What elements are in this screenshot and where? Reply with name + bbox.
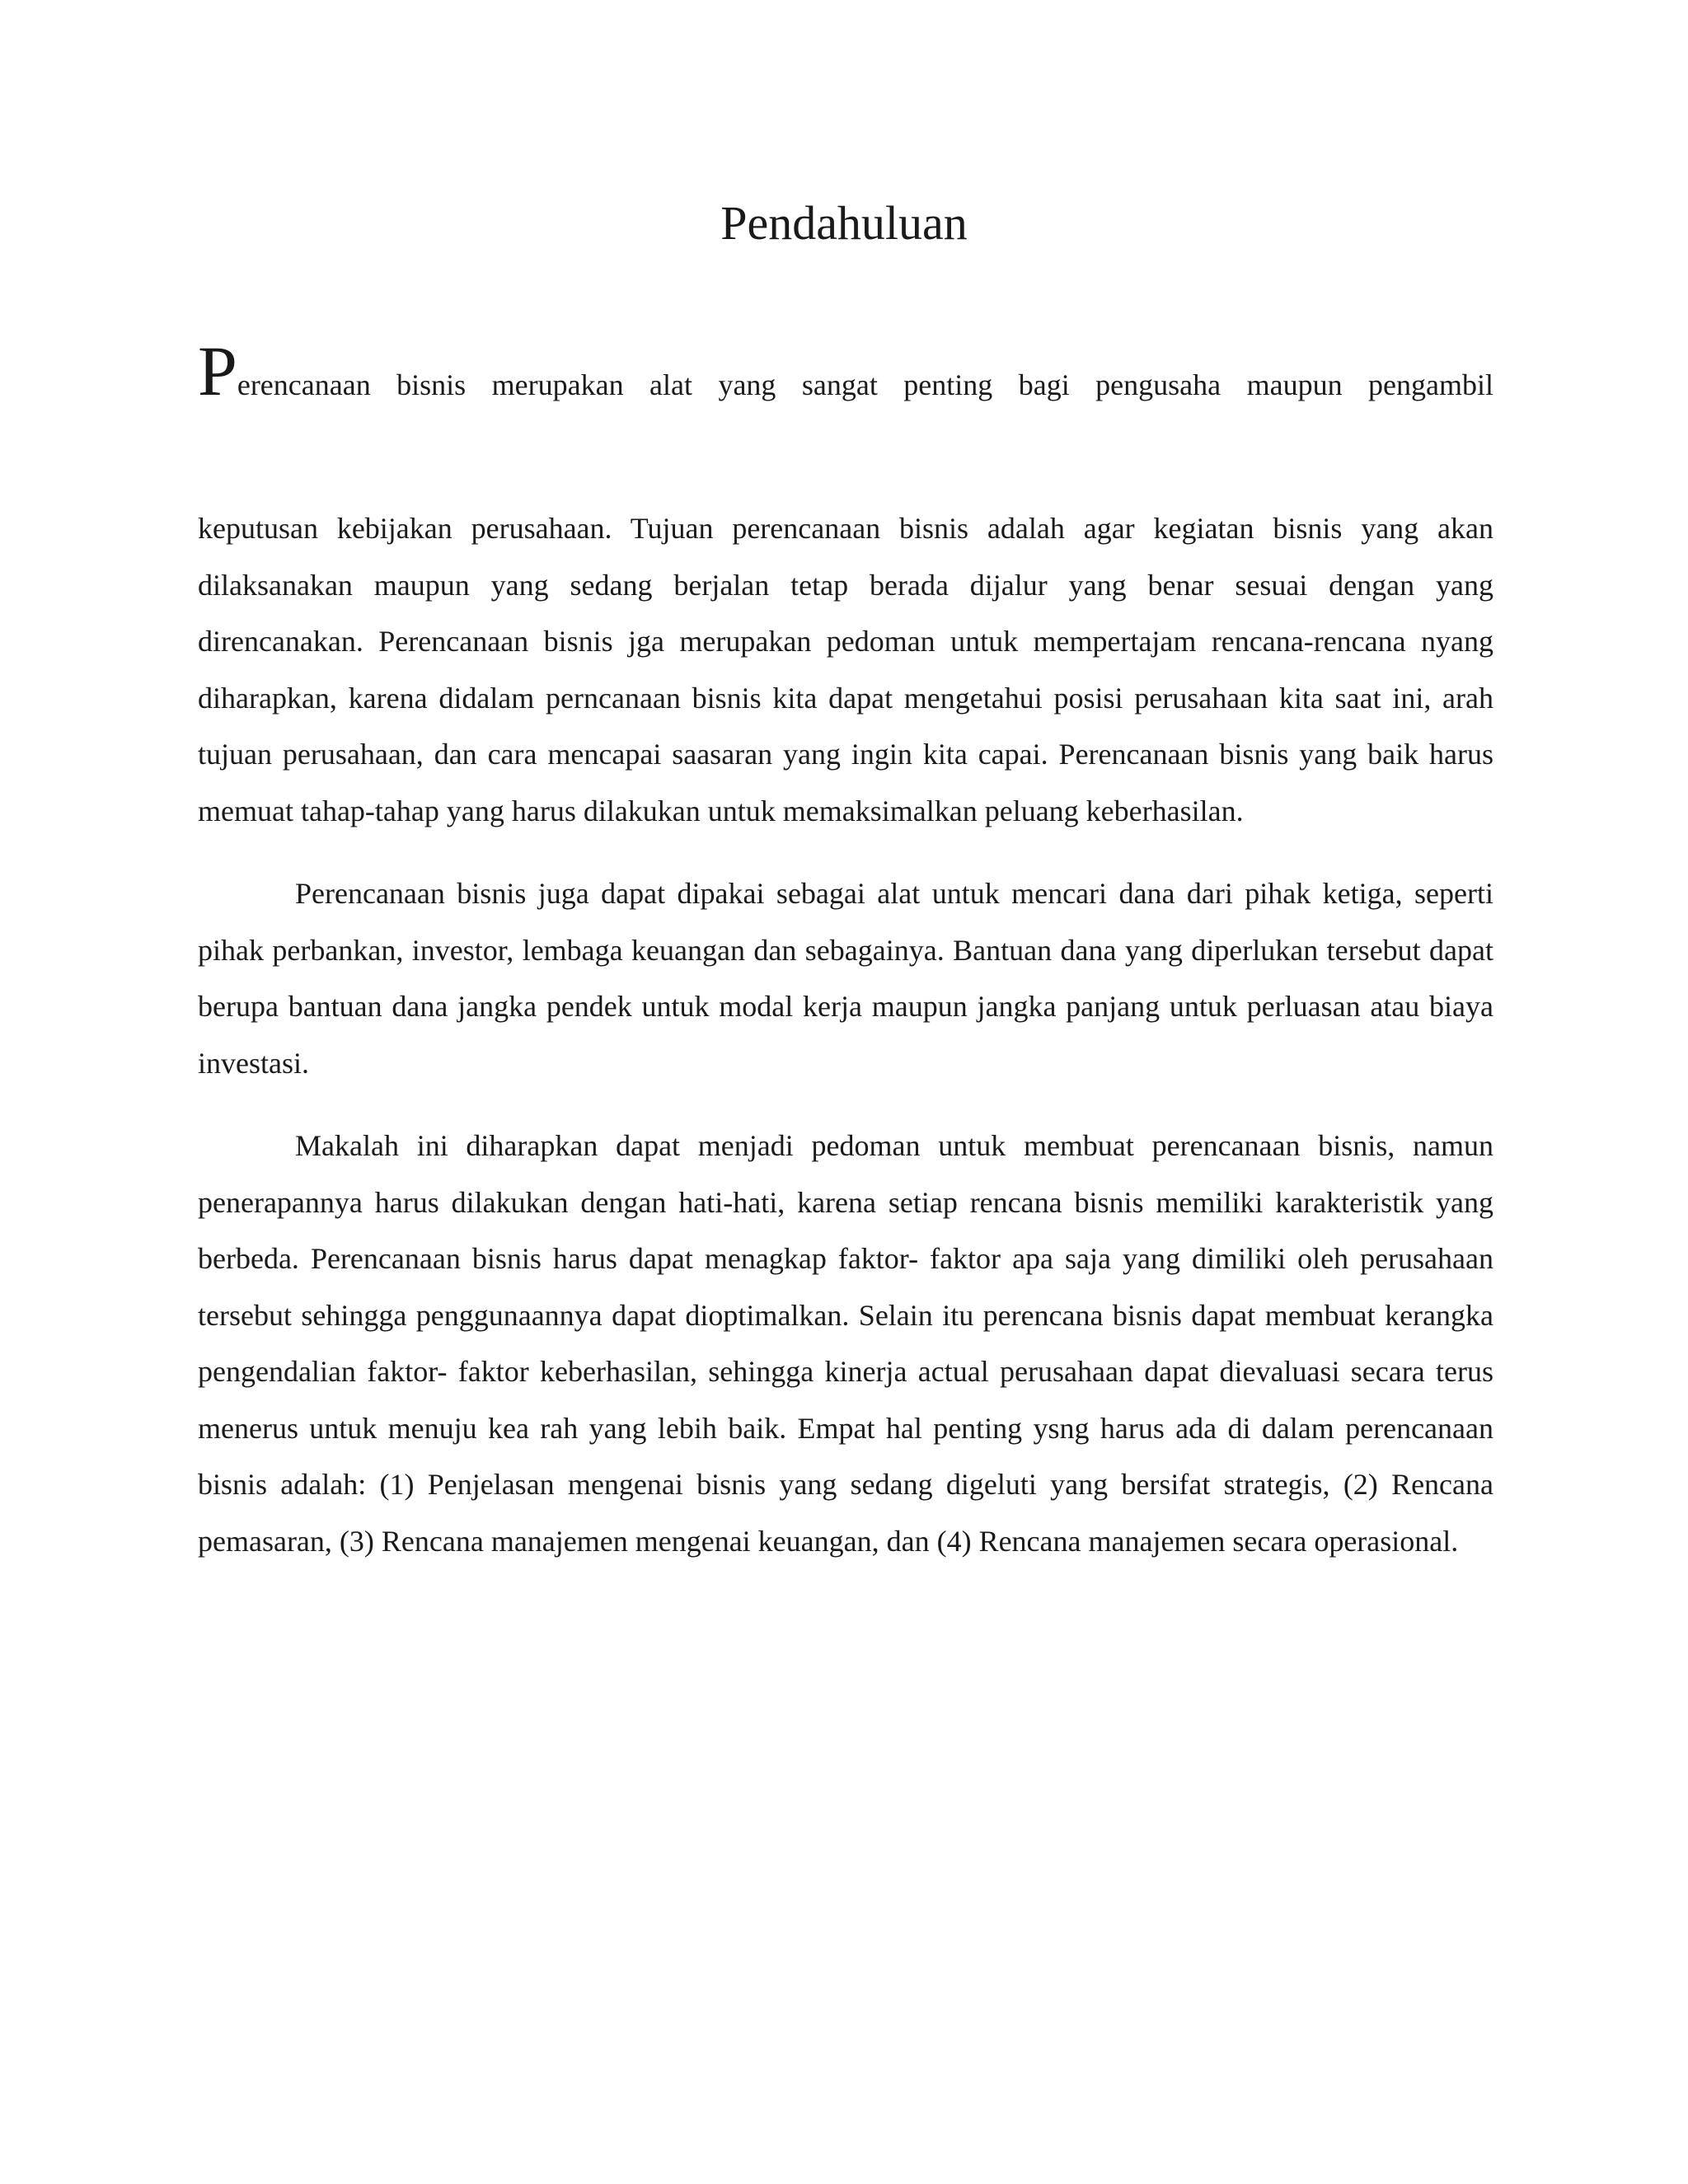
intro-paragraph: keputusan kebijakan perusahaan. Tujuan perencanaan bisnis adalah agar kegiatan bisnis yang akan dilaksanakan maupun yang sedang berjalan tetap berada dijalur yang benar sesuai dengan yang direncanakan. Perencanaan bisnis jga merupakan pedoman untuk mempertajam rencana-rencana nyang diharapkan, karena didalam perncanaan bisnis kita dapat mengetahui posisi perusahaan kita saat ini, arah tujuan perusahaan, dan cara mencapai saasaran yang ingin kita capai. Perencanaan bisnis yang baik harus memuat tahap-tahap yang harus dilakukan untuk memaksimalkan peluang keberhasilan. <box>198 512 1493 827</box>
paragraph-funding: Perencanaan bisnis juga dapat dipakai sebagai alat untuk mencari dana dari pihak ketiga, seperti pihak perbankan, investor, lembaga keuangan dan sebagainya. Bantuan dana yang diperlukan tersebut dapat berupa bantuan dana jangka pendek untuk modal kerja maupun jangka panjang untuk perluasan atau biaya investasi. <box>198 877 1493 1080</box>
intro-first-line-text: erencanaan bisnis merupakan alat yang sangat penting bagi pengusaha maupun pengambil <box>237 368 1493 401</box>
page-title: Pendahuluan <box>720 196 968 250</box>
intro-first-line <box>198 331 1493 410</box>
document-body <box>198 331 1493 1596</box>
paragraph-guidelines: Makalah ini diharapkan dapat menjadi pedoman untuk membuat perencanaan bisnis, namun penerapannya harus dilakukan dengan hati-hati, karena setiap rencana bisnis memiliki karakteristik yang berbeda. Perencanaan bisnis harus dapat menagkap faktor- faktor apa saja yang dimiliki oleh perusahaan tersebut sehingga penggunaannya dapat dioptimalkan. Selain itu perencana bisnis dapat membuat kerangka pengendalian faktor- faktor keberhasilan, sehingga kinerja actual perusahaan dapat dievaluasi secara terus menerus untuk menuju kea rah yang lebih baik. Empat hal penting ysng harus ada di dalam perencanaan bisnis adalah: (1) Penjelasan mengenai bisnis yang sedang digeluti yang bersifat strategis, (2) Rencana pemasaran, (3) Rencana manajemen mengenai keuangan, dan (4) Rencana manajemen secara operasional. <box>198 1129 1493 1558</box>
drop-cap: P <box>198 331 237 410</box>
